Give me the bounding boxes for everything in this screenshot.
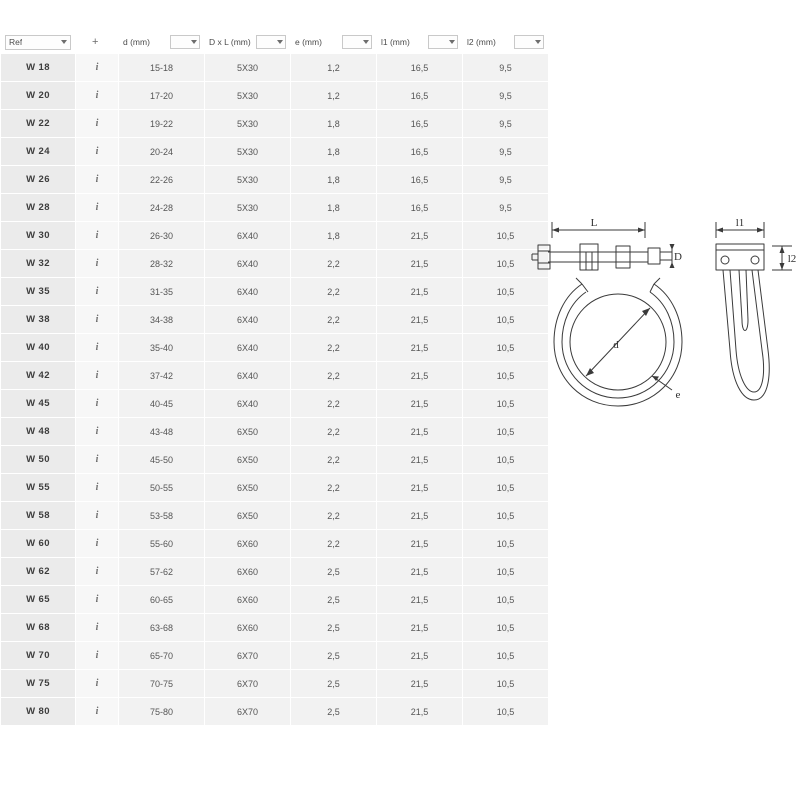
cell-l2: 10,5 [463, 558, 548, 585]
cell-dl: 6X40 [205, 306, 290, 333]
info-icon: i [95, 426, 99, 437]
cell-l1: 21,5 [377, 698, 462, 725]
info-icon: i [95, 538, 99, 549]
cell-l2: 9,5 [463, 110, 548, 137]
cell-l2: 10,5 [463, 502, 548, 529]
cell-dl: 6X60 [205, 586, 290, 613]
cell-ref: W 68 [1, 614, 75, 641]
cell-dl: 6X60 [205, 614, 290, 641]
header-cell-l2[interactable] [463, 31, 548, 53]
header-row [1, 31, 548, 53]
cell-d: 17-20 [119, 82, 204, 109]
cell-d: 31-35 [119, 278, 204, 305]
l1-filter-select[interactable] [428, 35, 458, 49]
cell-e: 2,2 [291, 250, 376, 277]
header-cell-ref[interactable] [1, 31, 75, 53]
cell-d: 55-60 [119, 530, 204, 557]
cell-dl: 6X40 [205, 334, 290, 361]
spec-table [0, 30, 549, 726]
info-button[interactable] [76, 698, 118, 725]
info-button[interactable] [76, 390, 118, 417]
cell-l2: 10,5 [463, 530, 548, 557]
cell-d: 43-48 [119, 418, 204, 445]
info-button[interactable] [76, 362, 118, 389]
cell-ref: W 32 [1, 250, 75, 277]
cell-ref: W 18 [1, 54, 75, 81]
l2-filter-select[interactable] [514, 35, 544, 49]
cell-d: 15-18 [119, 54, 204, 81]
cell-dl: 6X70 [205, 642, 290, 669]
table-row[interactable] [1, 642, 548, 669]
cell-l1: 21,5 [377, 362, 462, 389]
table-row[interactable] [1, 278, 548, 305]
header-cell-info[interactable] [76, 31, 118, 53]
cell-d: 57-62 [119, 558, 204, 585]
cell-l1: 21,5 [377, 222, 462, 249]
cell-e: 2,5 [291, 586, 376, 613]
table-row[interactable] [1, 82, 548, 109]
cell-l2: 10,5 [463, 614, 548, 641]
cell-dl: 6X40 [205, 390, 290, 417]
cell-l1: 16,5 [377, 82, 462, 109]
info-icon: i [95, 454, 99, 465]
cell-dl: 6X40 [205, 278, 290, 305]
cell-dl: 6X50 [205, 446, 290, 473]
info-icon: i [95, 202, 99, 213]
chevron-down-icon [277, 40, 283, 44]
cell-l2: 10,5 [463, 418, 548, 445]
technical-drawing [520, 200, 800, 450]
info-button[interactable] [76, 614, 118, 641]
cell-dl: 5X30 [205, 54, 290, 81]
header-cell-e[interactable] [291, 31, 376, 53]
cell-l2: 10,5 [463, 334, 548, 361]
label-l1: l1 [735, 217, 745, 229]
cell-l2: 10,5 [463, 390, 548, 417]
cell-d: 35-40 [119, 334, 204, 361]
info-button[interactable] [76, 670, 118, 697]
info-icon: i [95, 370, 99, 381]
cell-e: 2,2 [291, 446, 376, 473]
info-button[interactable] [76, 166, 118, 193]
cell-dl: 5X30 [205, 138, 290, 165]
cell-e: 2,5 [291, 698, 376, 725]
cell-d: 24-28 [119, 194, 204, 221]
cell-ref: W 22 [1, 110, 75, 137]
table-row[interactable] [1, 222, 548, 249]
cell-ref: W 35 [1, 278, 75, 305]
cell-e: 1,2 [291, 54, 376, 81]
info-button[interactable] [76, 474, 118, 501]
cell-l2: 10,5 [463, 586, 548, 613]
cell-d: 37-42 [119, 362, 204, 389]
header-label-d: d (mm) [123, 37, 150, 47]
cell-e: 2,2 [291, 502, 376, 529]
cell-l1: 16,5 [377, 54, 462, 81]
cell-dl: 6X40 [205, 362, 290, 389]
cell-e: 1,8 [291, 110, 376, 137]
cell-l1: 21,5 [377, 334, 462, 361]
cell-e: 2,2 [291, 530, 376, 557]
cell-ref: W 70 [1, 642, 75, 669]
table-row[interactable] [1, 586, 548, 613]
info-icon: i [95, 258, 99, 269]
cell-l2: 10,5 [463, 698, 548, 725]
cell-l1: 21,5 [377, 474, 462, 501]
cell-dl: 5X30 [205, 194, 290, 221]
cell-dl: 6X40 [205, 250, 290, 277]
info-icon: i [95, 650, 99, 661]
info-button[interactable] [76, 446, 118, 473]
cell-dl: 5X30 [205, 110, 290, 137]
cell-e: 1,8 [291, 138, 376, 165]
cell-ref: W 75 [1, 670, 75, 697]
info-icon: i [95, 510, 99, 521]
info-button[interactable] [76, 278, 118, 305]
cell-l2: 9,5 [463, 194, 548, 221]
cell-l1: 16,5 [377, 166, 462, 193]
table-row[interactable] [1, 670, 548, 697]
table-row[interactable] [1, 698, 548, 725]
table-row[interactable] [1, 138, 548, 165]
info-icon: i [95, 146, 99, 157]
table-row[interactable] [1, 418, 548, 445]
table-row[interactable] [1, 334, 548, 361]
cell-e: 2,2 [291, 362, 376, 389]
table-row[interactable] [1, 446, 548, 473]
table-row[interactable] [1, 530, 548, 557]
cell-ref: W 55 [1, 474, 75, 501]
cell-dl: 6X70 [205, 698, 290, 725]
info-button[interactable] [76, 418, 118, 445]
info-button[interactable] [76, 586, 118, 613]
info-icon: i [95, 622, 99, 633]
chevron-down-icon [449, 40, 455, 44]
cell-d: 34-38 [119, 306, 204, 333]
cell-l1: 21,5 [377, 390, 462, 417]
info-button[interactable] [76, 502, 118, 529]
chevron-down-icon [61, 40, 67, 44]
cell-e: 2,2 [291, 474, 376, 501]
cell-d: 20-24 [119, 138, 204, 165]
label-d: d [613, 339, 619, 351]
cell-l1: 21,5 [377, 502, 462, 529]
label-l2: l2 [787, 253, 797, 265]
table-row[interactable] [1, 306, 548, 333]
cell-ref: W 62 [1, 558, 75, 585]
info-button[interactable] [76, 82, 118, 109]
cell-l2: 10,5 [463, 250, 548, 277]
info-icon: i [95, 678, 99, 689]
cell-l2: 9,5 [463, 82, 548, 109]
cell-l1: 21,5 [377, 586, 462, 613]
cell-l1: 21,5 [377, 306, 462, 333]
info-icon: i [95, 118, 99, 129]
info-button[interactable] [76, 334, 118, 361]
cell-ref: W 80 [1, 698, 75, 725]
cell-dl: 6X60 [205, 558, 290, 585]
label-L: L [590, 217, 598, 229]
cell-d: 70-75 [119, 670, 204, 697]
cell-d: 19-22 [119, 110, 204, 137]
table-row[interactable] [1, 558, 548, 585]
table-row[interactable] [1, 614, 548, 641]
cell-l2: 10,5 [463, 670, 548, 697]
cell-ref: W 38 [1, 306, 75, 333]
cell-ref: W 45 [1, 390, 75, 417]
cell-l2: 9,5 [463, 54, 548, 81]
info-button[interactable] [76, 54, 118, 81]
cell-ref: W 28 [1, 194, 75, 221]
info-icon: i [95, 482, 99, 493]
cell-dl: 6X60 [205, 530, 290, 557]
header-label-l1: l1 (mm) [381, 37, 410, 47]
cell-d: 45-50 [119, 446, 204, 473]
cell-e: 1,8 [291, 166, 376, 193]
info-button[interactable] [76, 306, 118, 333]
header-label-plus: + [92, 35, 99, 48]
info-button[interactable] [76, 642, 118, 669]
cell-e: 2,2 [291, 306, 376, 333]
table-header [1, 31, 548, 53]
table-row[interactable] [1, 166, 548, 193]
info-button[interactable] [76, 558, 118, 585]
table-row[interactable] [1, 390, 548, 417]
cell-d: 50-55 [119, 474, 204, 501]
header-cell-d[interactable] [119, 31, 204, 53]
label-e: e [675, 389, 681, 401]
info-icon: i [95, 314, 99, 325]
table-row[interactable] [1, 250, 548, 277]
cell-l1: 21,5 [377, 558, 462, 585]
cell-l1: 21,5 [377, 446, 462, 473]
info-icon: i [95, 230, 99, 241]
cell-dl: 6X50 [205, 418, 290, 445]
cell-ref: W 50 [1, 446, 75, 473]
cell-e: 2,2 [291, 334, 376, 361]
cell-e: 2,2 [291, 278, 376, 305]
cell-ref: W 65 [1, 586, 75, 613]
cell-d: 60-65 [119, 586, 204, 613]
info-icon: i [95, 90, 99, 101]
cell-ref: W 40 [1, 334, 75, 361]
cell-l1: 16,5 [377, 110, 462, 137]
table-body [1, 54, 548, 725]
cell-ref: W 26 [1, 166, 75, 193]
cell-l1: 21,5 [377, 418, 462, 445]
cell-e: 1,2 [291, 82, 376, 109]
cell-d: 28-32 [119, 250, 204, 277]
cell-l1: 21,5 [377, 614, 462, 641]
info-icon: i [95, 594, 99, 605]
info-icon: i [95, 706, 99, 717]
cell-d: 26-30 [119, 222, 204, 249]
header-label-e: e (mm) [295, 37, 322, 47]
header-label-l2: l2 (mm) [467, 37, 496, 47]
cell-ref: W 24 [1, 138, 75, 165]
info-icon: i [95, 62, 99, 73]
cell-l1: 21,5 [377, 670, 462, 697]
cell-l1: 16,5 [377, 194, 462, 221]
cell-ref: W 30 [1, 222, 75, 249]
cell-d: 40-45 [119, 390, 204, 417]
table-row[interactable] [1, 474, 548, 501]
info-button[interactable] [76, 194, 118, 221]
info-button[interactable] [76, 250, 118, 277]
header-cell-dl[interactable] [205, 31, 290, 53]
cell-e: 2,2 [291, 418, 376, 445]
cell-d: 63-68 [119, 614, 204, 641]
cell-ref: W 58 [1, 502, 75, 529]
cell-ref: W 42 [1, 362, 75, 389]
cell-l2: 10,5 [463, 278, 548, 305]
cell-dl: 6X50 [205, 474, 290, 501]
cell-d: 65-70 [119, 642, 204, 669]
cell-e: 2,5 [291, 614, 376, 641]
table-row[interactable] [1, 502, 548, 529]
info-button[interactable] [76, 138, 118, 165]
cell-dl: 6X40 [205, 222, 290, 249]
cell-e: 2,5 [291, 642, 376, 669]
label-D: D [674, 251, 682, 263]
cell-dl: 6X70 [205, 670, 290, 697]
table-row[interactable] [1, 110, 548, 137]
info-icon: i [95, 174, 99, 185]
cell-l2: 10,5 [463, 306, 548, 333]
spec-table-container [0, 30, 545, 726]
cell-d: 75-80 [119, 698, 204, 725]
chevron-down-icon [535, 40, 541, 44]
table-row[interactable] [1, 194, 548, 221]
dl-filter-select[interactable] [256, 35, 286, 49]
cell-l1: 21,5 [377, 642, 462, 669]
cell-e: 2,5 [291, 558, 376, 585]
cell-d: 53-58 [119, 502, 204, 529]
cell-ref: W 48 [1, 418, 75, 445]
cell-ref: W 60 [1, 530, 75, 557]
info-button[interactable] [76, 110, 118, 137]
table-row[interactable] [1, 362, 548, 389]
cell-l2: 10,5 [463, 222, 548, 249]
cell-e: 2,2 [291, 390, 376, 417]
header-label-ref: Ref [9, 37, 23, 47]
cell-ref: W 20 [1, 82, 75, 109]
cell-e: 1,8 [291, 222, 376, 249]
cell-l1: 21,5 [377, 278, 462, 305]
cell-l2: 10,5 [463, 446, 548, 473]
cell-e: 1,8 [291, 194, 376, 221]
d-filter-select[interactable] [170, 35, 200, 49]
cell-l2: 10,5 [463, 362, 548, 389]
cell-l2: 10,5 [463, 642, 548, 669]
cell-d: 22-26 [119, 166, 204, 193]
cell-l2: 10,5 [463, 474, 548, 501]
table-row[interactable] [1, 54, 548, 81]
cell-dl: 6X50 [205, 502, 290, 529]
info-button[interactable] [76, 222, 118, 249]
header-cell-l1[interactable] [377, 31, 462, 53]
e-filter-select[interactable] [342, 35, 372, 49]
cell-l1: 16,5 [377, 138, 462, 165]
cell-l2: 9,5 [463, 138, 548, 165]
chevron-down-icon [191, 40, 197, 44]
info-icon: i [95, 342, 99, 353]
header-label-dl: D x L (mm) [209, 37, 251, 47]
info-icon: i [95, 286, 99, 297]
info-icon: i [95, 566, 99, 577]
info-icon: i [95, 398, 99, 409]
cell-l1: 21,5 [377, 250, 462, 277]
cell-dl: 5X30 [205, 82, 290, 109]
ref-filter-select[interactable] [5, 35, 71, 50]
cell-l2: 9,5 [463, 166, 548, 193]
cell-l1: 21,5 [377, 530, 462, 557]
cell-dl: 5X30 [205, 166, 290, 193]
cell-e: 2,5 [291, 670, 376, 697]
info-button[interactable] [76, 530, 118, 557]
chevron-down-icon [363, 40, 369, 44]
